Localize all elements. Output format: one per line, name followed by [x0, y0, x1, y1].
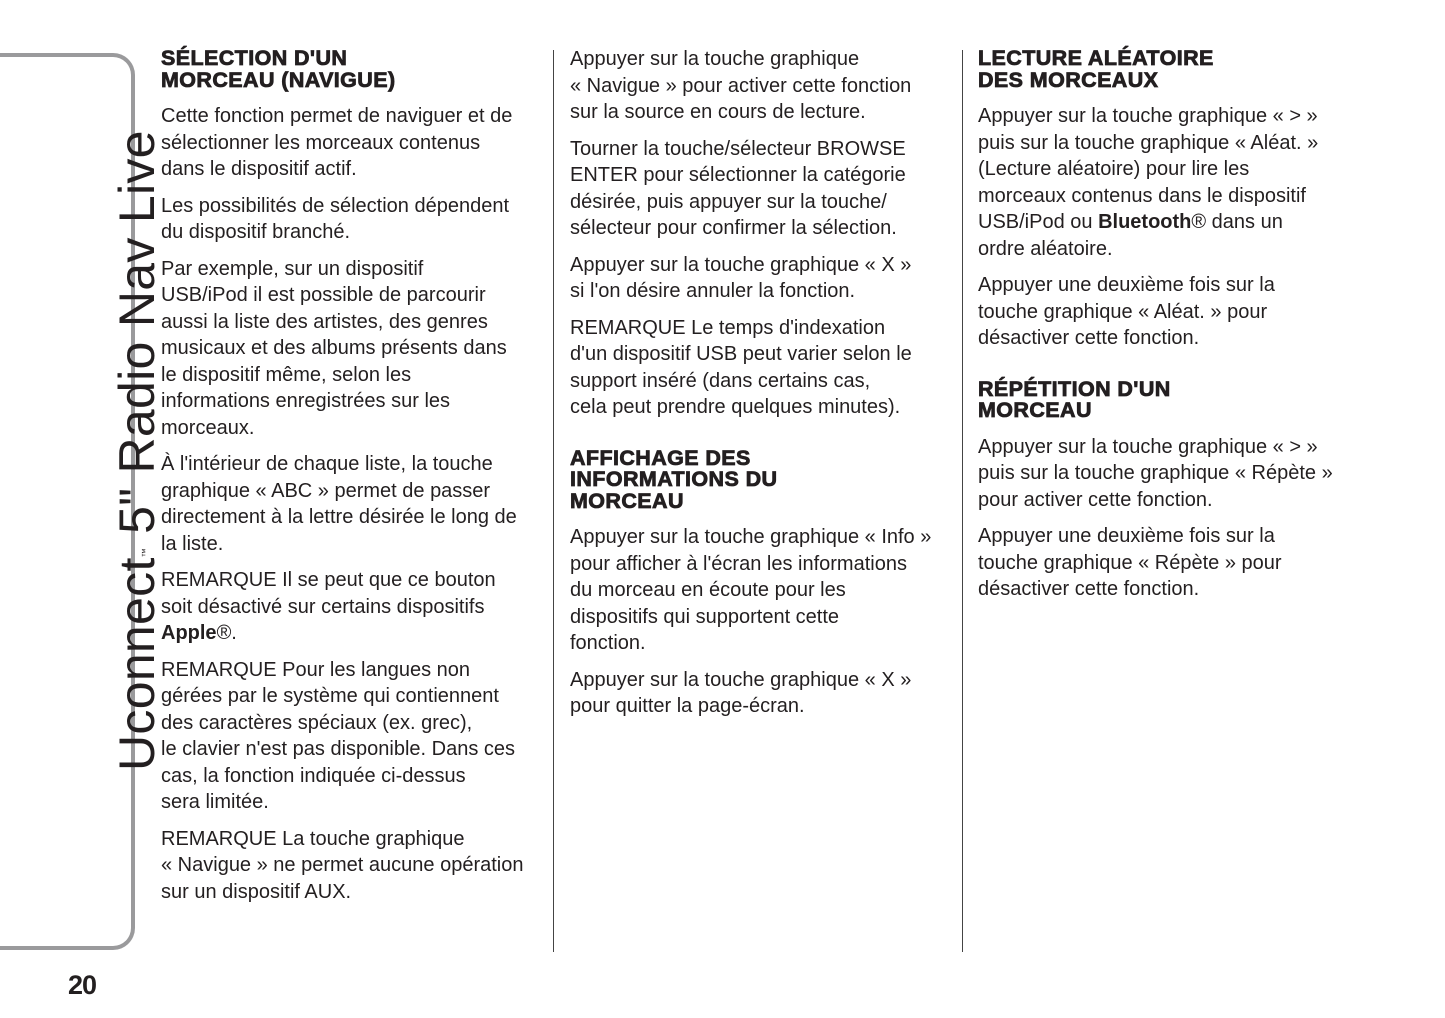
text-line: gérées par le système qui contiennent — [161, 685, 499, 707]
side-tab-title-main: Uconnect — [109, 557, 165, 771]
text-line: graphique « ABC » permet de passer — [161, 479, 491, 502]
text-line: des caractères spéciaux (ex. grec), — [161, 711, 473, 734]
text-line: du morceau en écoute pour les — [570, 579, 846, 601]
text-line: fonction. — [570, 632, 646, 654]
text-line — [978, 209, 1363, 236]
column-3 — [978, 48, 1363, 613]
paragraph — [570, 667, 955, 720]
text-line: puis sur la touche graphique « Aléat. » — [978, 131, 1319, 154]
text-line: dispositifs qui supportent cette — [570, 605, 840, 628]
text-line: Appuyer sur la touche graphique « > » — [978, 105, 1318, 127]
text-line: Par exemple, sur un dispositif — [161, 257, 424, 280]
bold-text: Bluetooth — [1098, 211, 1192, 233]
text-line: (Lecture aléatoire) pour lire les — [978, 158, 1250, 180]
paragraph — [978, 523, 1363, 603]
text-line: le dispositif même, selon les — [161, 363, 412, 386]
heading-line: MORCEAU (NAVIGUE) — [161, 67, 396, 92]
text-line: sur un dispositif AUX. — [161, 880, 352, 903]
text-line: support inséré (dans certains cas, — [570, 369, 871, 392]
text-segment: ®. — [216, 622, 237, 644]
text-line: du dispositif branché. — [161, 221, 351, 243]
text-line: Appuyer sur la touche graphique — [570, 48, 860, 70]
paragraph — [161, 193, 546, 246]
text-line: REMARQUE Pour les langues non — [161, 658, 471, 681]
text-line: touche graphique « Répète » pour — [978, 551, 1282, 574]
text-line: désactiver cette fonction. — [978, 327, 1200, 349]
text-line: pour quitter la page-écran. — [570, 695, 805, 717]
section-heading — [978, 48, 1363, 91]
text-line: Appuyer sur la touche graphique « Info » — [570, 526, 932, 548]
text-line: Cette fonction permet de naviguer et de — [161, 105, 513, 127]
paragraph — [161, 657, 546, 816]
text-line: le clavier n'est pas disponible. Dans ces — [161, 738, 516, 760]
heading-line: LECTURE ALÉATOIRE — [978, 46, 1214, 70]
text-line: informations enregistrées sur les — [161, 390, 451, 412]
column-1 — [161, 48, 546, 915]
text-line: musicaux et des albums présents dans — [161, 337, 507, 359]
heading-line: RÉPÉTITION D'UN — [978, 376, 1171, 401]
text-line: sur la source en cours de lecture. — [570, 101, 866, 123]
paragraph — [978, 103, 1363, 262]
text-line: d'un dispositif USB peut varier selon le — [570, 343, 912, 365]
paragraph — [570, 524, 955, 657]
text-line: Appuyer sur la touche graphique « X » — [570, 668, 912, 691]
text-line: sera limitée. — [161, 791, 269, 813]
text-line: morceaux. — [161, 416, 255, 439]
column-divider — [962, 50, 963, 952]
text-line: « Navigue » pour activer cette fonction — [570, 74, 912, 97]
paragraph — [161, 567, 546, 647]
text-line: la liste. — [161, 532, 224, 555]
text-line: touche graphique « Aléat. » pour — [978, 300, 1268, 323]
paragraph — [570, 136, 955, 242]
text-line: dans le dispositif actif. — [161, 158, 357, 180]
text-line: USB/iPod il est possible de parcourir — [161, 284, 486, 306]
text-line: morceaux contenus dans le dispositif — [978, 184, 1306, 207]
text-line: cas, la fonction indiquée ci-dessus — [161, 764, 466, 787]
text-line: REMARQUE La touche graphique — [161, 827, 465, 850]
text-line: Tourner la touche/sélecteur BROWSE — [570, 137, 906, 160]
text-line: ENTER pour sélectionner la catégorie — [570, 164, 906, 186]
paragraph — [161, 103, 546, 183]
section-heading — [161, 48, 546, 91]
trademark-symbol: ™ — [140, 548, 150, 558]
text-line: désactiver cette fonction. — [978, 578, 1200, 600]
heading-line: MORCEAU — [570, 488, 684, 513]
text-line: sélectionner les morceaux contenus — [161, 131, 481, 154]
text-line: pour activer cette fonction. — [978, 488, 1213, 511]
text-line: « Navigue » ne permet aucune opération — [161, 854, 524, 876]
text-line: À l'intérieur de chaque liste, la touche — [161, 453, 493, 475]
text-line: désirée, puis appuyer sur la touche/ — [570, 190, 887, 213]
text-line: Appuyer sur la touche graphique « X » — [570, 253, 912, 276]
paragraph — [978, 272, 1363, 352]
column-divider — [553, 50, 554, 952]
page-number: 20 — [68, 970, 97, 1000]
text-line: soit désactivé sur certains dispositifs — [161, 595, 485, 618]
text-line: Appuyer sur la touche graphique « > » — [978, 435, 1318, 458]
section-heading — [570, 445, 955, 513]
text-line: aussi la liste des artistes, des genres — [161, 310, 488, 333]
text-line: sélecteur pour confirmer la sélection. — [570, 217, 897, 239]
paragraph — [570, 252, 955, 305]
text-line: pour afficher à l'écran les informations — [570, 552, 907, 575]
text-segment: USB/iPod ou — [978, 211, 1099, 233]
paragraph — [570, 315, 955, 421]
heading-line: MORCEAU — [978, 398, 1092, 422]
paragraph — [161, 451, 546, 557]
text-line: directement à la lettre désirée le long de — [161, 506, 517, 528]
side-tab-title-rest: 5" Radio Nav Live — [109, 130, 165, 549]
text-line: REMARQUE Le temps d'indexation — [570, 316, 886, 339]
paragraph — [161, 826, 546, 906]
side-tab-title — [109, 130, 165, 771]
text-line: Appuyer une deuxième fois sur la — [978, 525, 1275, 547]
heading-line: SÉLECTION D'UN — [161, 46, 348, 70]
text-line: Les possibilités de sélection dépendent — [161, 194, 510, 217]
text-line: ordre aléatoire. — [978, 237, 1113, 260]
text-line: REMARQUE Il se peut que ce bouton — [161, 569, 496, 591]
paragraph — [161, 256, 546, 442]
text-line: si l'on désire annuler la fonction. — [570, 280, 856, 302]
heading-line: AFFICHAGE DES — [570, 445, 751, 470]
heading-line: DES MORCEAUX — [978, 67, 1159, 92]
text-line: cela peut prendre quelques minutes). — [570, 396, 901, 418]
paragraph — [978, 434, 1363, 514]
text-line — [161, 620, 546, 647]
heading-line: INFORMATIONS DU — [570, 467, 778, 491]
text-segment: ® dans un — [1191, 211, 1283, 233]
bold-text: Apple — [161, 622, 217, 644]
column-2 — [570, 46, 955, 730]
text-line: Appuyer une deuxième fois sur la — [978, 274, 1275, 296]
paragraph — [570, 46, 955, 126]
section-heading — [978, 376, 1363, 422]
text-line: puis sur la touche graphique « Répète » — [978, 462, 1333, 484]
